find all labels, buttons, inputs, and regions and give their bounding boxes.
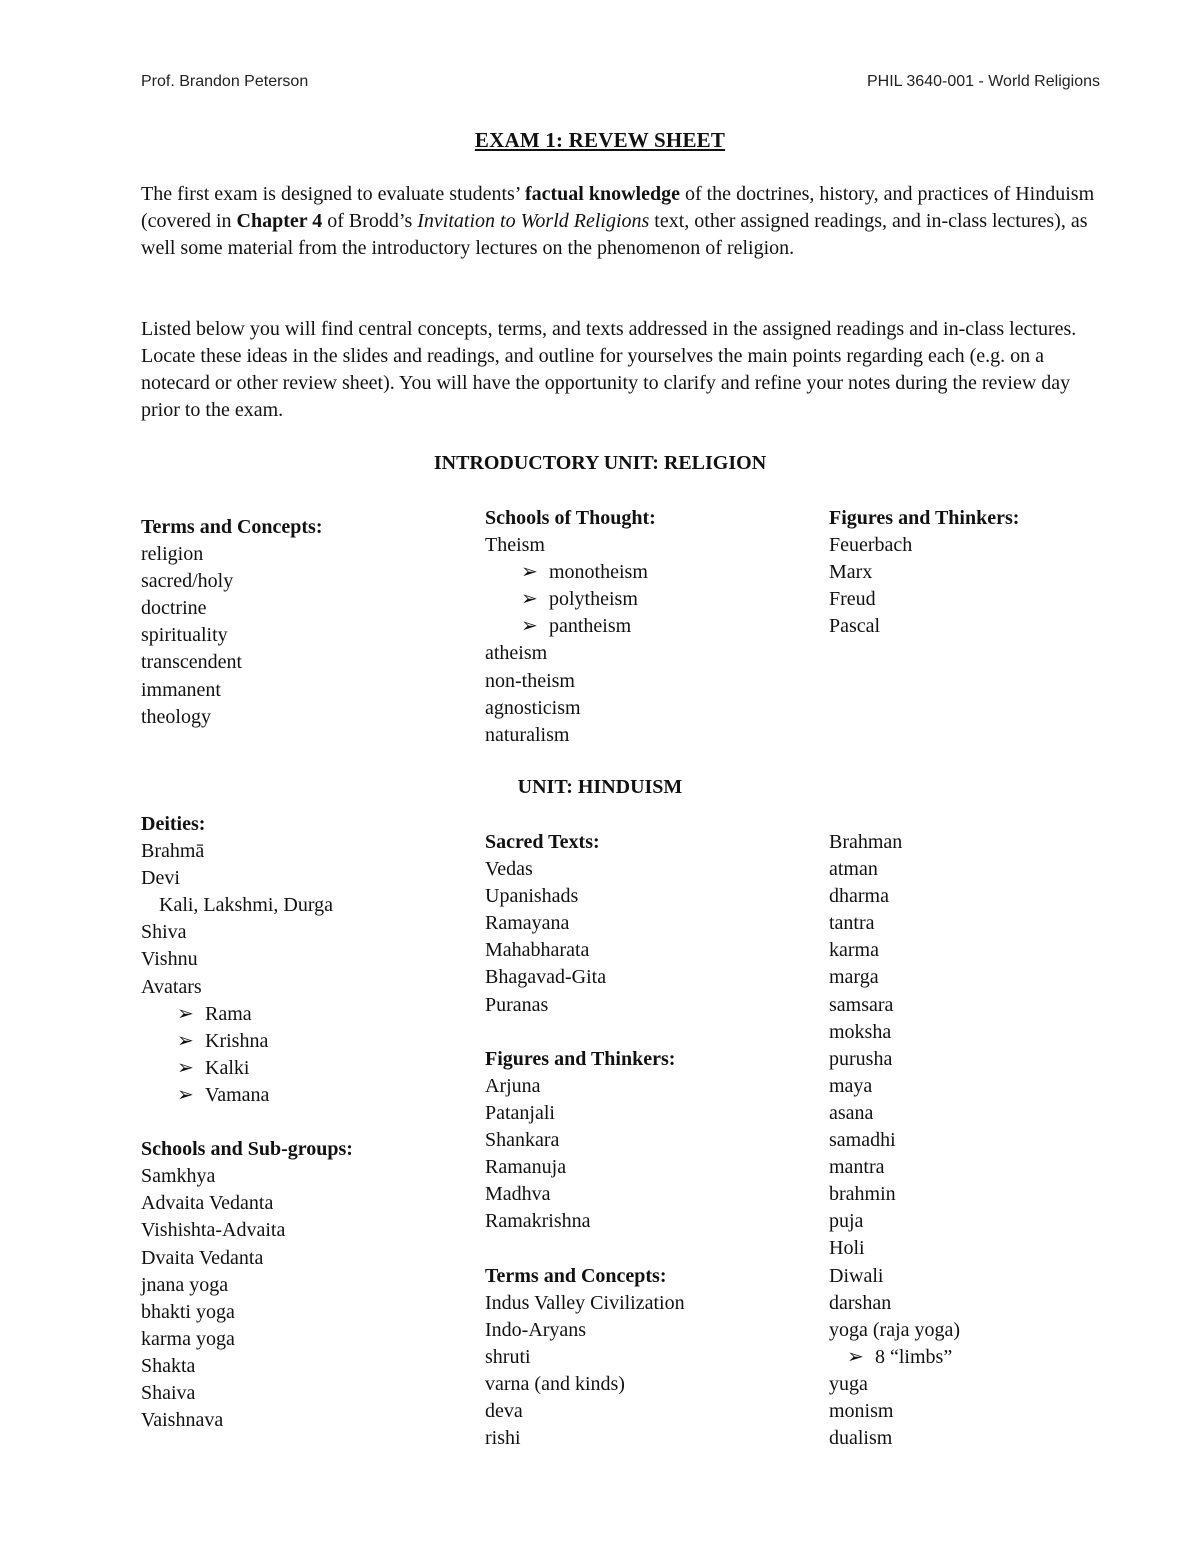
arrow-bullet-icon: ➢ [177, 1056, 194, 1079]
intro-figures-heading: Figures and Thinkers: [829, 507, 1020, 529]
bullet-text: 8 “limbs” [875, 1345, 953, 1368]
list-item: Patanjali [485, 1101, 555, 1124]
sacred-texts-heading: Sacred Texts: [485, 831, 600, 853]
intro-text-1: The first exam is designed to evaluate students’ [141, 183, 525, 205]
list-item: Madhva [485, 1183, 551, 1206]
intro-bold-2: Chapter 4 [236, 210, 323, 232]
list-item: varna (and kinds) [485, 1372, 625, 1395]
arrow-bullet-icon: ➢ [847, 1345, 864, 1368]
deities-heading: Deities: [141, 813, 206, 835]
list-item: samadhi [829, 1129, 896, 1152]
intro-schools-heading: Schools of Thought: [485, 507, 656, 529]
bullet-item [141, 1028, 353, 1055]
list-item: Upanishads [485, 885, 579, 908]
list-item: Ramanuja [485, 1156, 567, 1179]
hindu-deities-column [141, 811, 353, 1434]
list-item: Vishishta-Advaita [141, 1219, 286, 1242]
list-item: Shakta [141, 1354, 196, 1377]
list-item: Holi [829, 1237, 865, 1260]
list-item: Puranas [485, 993, 549, 1016]
intro-italic-1: Invitation to World Religions [417, 210, 650, 232]
list-item: spirituality [141, 624, 228, 647]
list-item: Shiva [141, 921, 187, 944]
list-item: Pascal [829, 615, 881, 638]
intro-terms-column [141, 514, 323, 731]
list-item: dualism [829, 1427, 893, 1450]
arrow-bullet-icon: ➢ [521, 561, 538, 584]
list-item: Marx [829, 561, 873, 584]
bullet-text: polytheism [549, 588, 638, 611]
list-item: Advaita Vedanta [141, 1192, 274, 1215]
list-item: Devi [141, 867, 180, 890]
bullet-item [485, 586, 656, 613]
bullet-text: Rama [205, 1002, 252, 1025]
list-item: Indus Valley Civilization [485, 1291, 685, 1314]
list-item: Ramakrishna [485, 1210, 591, 1233]
list-item: yuga [829, 1372, 868, 1395]
list-item: agnosticism [485, 696, 581, 719]
hindu-texts-column [485, 829, 685, 1452]
instructions-paragraph: Listed below you will find central concepts, terms, and texts addressed in the assigned readings and in-class lectures. Locate these ideas in the slides and readings, and outline for yourselves the main points regarding each (e.g. on a notecard or other review sheet). You will have the opportunity to clarify and refine your notes during the review day prior to the exam. [141, 318, 1077, 421]
spacer [485, 1235, 685, 1262]
intro-terms-heading: Terms and Concepts: [141, 516, 323, 538]
terms-heading: Terms and Concepts: [485, 1264, 667, 1287]
intro-unit-heading: INTRODUCTORY UNIT: RELIGION [433, 452, 767, 474]
list-item: puja [829, 1210, 864, 1233]
bullet-item [141, 1055, 353, 1082]
bullet-text: monotheism [549, 561, 648, 584]
list-item: Samkhya [141, 1165, 216, 1188]
bullet-item [829, 1344, 960, 1371]
list-item: theology [141, 705, 211, 728]
list-item: Diwali [829, 1264, 884, 1287]
list-item: Feuerbach [829, 534, 913, 557]
list-item: religion [141, 543, 204, 566]
list-item: Arjuna [485, 1074, 541, 1097]
list-item: Shaiva [141, 1381, 196, 1404]
list-item: dharma [829, 885, 889, 908]
intro-schools-column [485, 505, 656, 749]
list-item: bhakti yoga [141, 1300, 235, 1323]
list-item: Vedas [485, 858, 533, 881]
bullet-text: Vamana [205, 1083, 270, 1106]
list-item: sacred/holy [141, 570, 234, 593]
bullet-item [141, 1001, 353, 1028]
list-item: moksha [829, 1020, 892, 1043]
list-item: samsara [829, 993, 894, 1016]
list-item: rishi [485, 1427, 521, 1450]
list-item: naturalism [485, 723, 570, 746]
list-item: atheism [485, 642, 548, 665]
arrow-bullet-icon: ➢ [177, 1029, 194, 1052]
spacer [485, 1019, 685, 1046]
arrow-bullet-icon: ➢ [521, 615, 538, 638]
list-item: karma [829, 939, 879, 962]
list-item: Brahmā [141, 840, 205, 863]
bullet-text: Kalki [205, 1056, 250, 1079]
list-item: yoga (raja yoga) [829, 1318, 961, 1341]
list-item: purusha [829, 1047, 893, 1070]
list-item: Mahabharata [485, 939, 590, 962]
list-item: Avatars [141, 975, 202, 998]
header-course: PHIL 3640-001 - World Religions [866, 73, 1100, 90]
intro-paragraph [141, 181, 1101, 262]
intro-text-2: of the doctrines, history, and practices of Hinduism (covered in [141, 183, 1095, 232]
list-item: Ramayana [485, 912, 570, 935]
list-item: deva [485, 1399, 523, 1422]
list-item: monism [829, 1399, 894, 1422]
header-instructor: Prof. Brandon Peterson [141, 73, 309, 90]
hindu-concepts-column [829, 829, 960, 1452]
arrow-bullet-icon: ➢ [521, 588, 538, 611]
list-item: shruti [485, 1345, 531, 1368]
list-item: brahmin [829, 1183, 896, 1206]
list-item: darshan [829, 1291, 892, 1314]
list-item: marga [829, 966, 879, 989]
list-item: Vaishnava [141, 1409, 224, 1432]
list-item: non-theism [485, 669, 575, 692]
list-item: Dvaita Vedanta [141, 1246, 264, 1269]
figures-heading: Figures and Thinkers: [485, 1047, 676, 1070]
list-item: Shankara [485, 1129, 560, 1152]
list-item: karma yoga [141, 1327, 235, 1350]
bullet-text: Krishna [205, 1029, 269, 1052]
bullet-item [141, 1082, 353, 1109]
list-item: asana [829, 1101, 874, 1124]
bullet-text: pantheism [549, 615, 632, 638]
intro-text-3: of Brodd’s [322, 210, 418, 232]
intro-bold-1: factual knowledge [524, 183, 680, 205]
list-item: Kali, Lakshmi, Durga [159, 894, 334, 917]
intro-text-4: text, other assigned readings, and in-class lectures), as well some material from the introductory lectures on the phenomenon of religion. [141, 210, 1088, 259]
list-item: Freud [829, 588, 876, 611]
list-item: Bhagavad-Gita [485, 966, 607, 989]
spacer [141, 1109, 353, 1136]
list-item: atman [829, 858, 878, 881]
list-item: Brahman [829, 831, 903, 853]
list-item: doctrine [141, 597, 207, 620]
list-item: tantra [829, 912, 875, 935]
list-item: mantra [829, 1156, 885, 1179]
list-item: Vishnu [141, 948, 198, 971]
list-item: jnana yoga [141, 1273, 229, 1296]
list-item: transcendent [141, 651, 243, 674]
list-item: Theism [485, 534, 545, 557]
arrow-bullet-icon: ➢ [177, 1002, 194, 1025]
bullet-item [485, 613, 656, 640]
page-title: EXAM 1: REVEW SHEET [474, 128, 726, 152]
hindu-unit-heading: UNIT: HINDUISM [517, 776, 683, 798]
list-item: Indo-Aryans [485, 1318, 587, 1341]
arrow-bullet-icon: ➢ [177, 1083, 194, 1106]
list-item: immanent [141, 678, 221, 701]
schools-heading: Schools and Sub-groups: [141, 1138, 353, 1161]
list-item: maya [829, 1074, 873, 1097]
bullet-item [485, 559, 656, 586]
intro-figures-column [829, 505, 1019, 640]
